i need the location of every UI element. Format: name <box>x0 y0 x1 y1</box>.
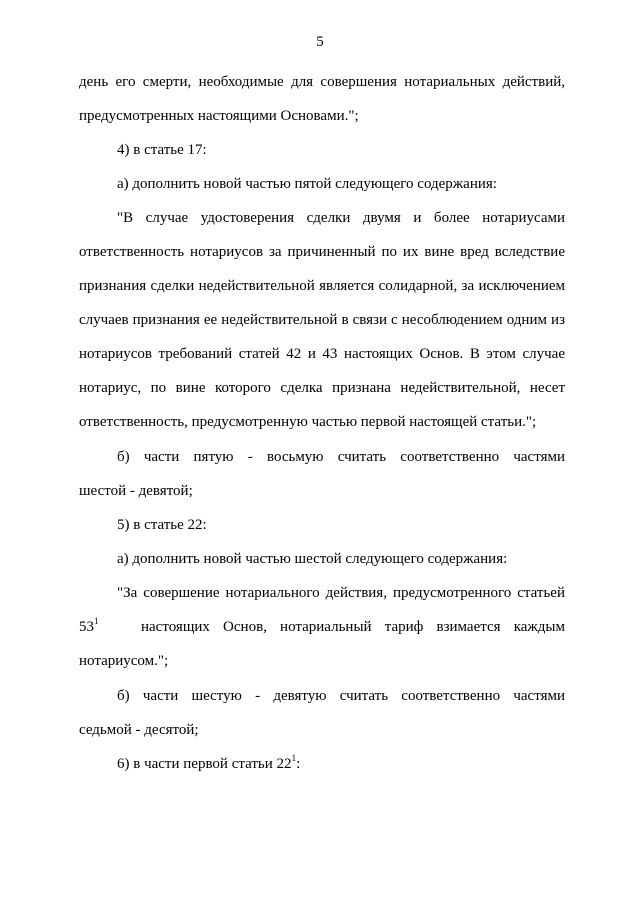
text-line: нотариусов требований статей 42 и 43 настоящих Основ. В этом случае <box>79 346 565 362</box>
article-number-sup: 1 <box>94 616 99 626</box>
text-line: ответственность, предусмотренную частью первой настоящей статьи."; <box>79 414 537 430</box>
text-line: б) части шестую - девятую считать соответственно частями <box>117 688 565 704</box>
text-line <box>117 755 565 773</box>
text-line-main: 6) в части первой статьи 22 <box>117 756 292 772</box>
text-line: предусмотренных настоящими Основами."; <box>79 108 359 124</box>
text-line: случаев признания ее недействительной в связи с несоблюдением одним из <box>79 312 565 328</box>
text-line: признания сделки недействительной является солидарной, за исключением <box>79 278 565 294</box>
text-line: шестой - девятой; <box>79 483 193 499</box>
text-line: а) дополнить новой частью пятой следующего содержания: <box>117 176 497 192</box>
article-number-sup: 1 <box>291 753 297 763</box>
text-line: день его смерти, необходимые для совершения нотариальных действий, <box>79 74 565 90</box>
article-number-base: 53 <box>79 619 94 635</box>
article-number <box>79 618 99 636</box>
text-line: б) части пятую - восьмую считать соответственно частями <box>117 449 565 465</box>
text-line: а) дополнить новой частью шестой следующего содержания: <box>117 551 508 567</box>
text-line: 4) в статье 17: <box>117 142 207 158</box>
text-line: нотариус, по вине которого сделка признана недействительной, несет <box>79 380 565 396</box>
text-line-rest: настоящих Основ, нотариальный тариф взимается каждым <box>141 619 565 635</box>
text-line-tail: : <box>296 756 301 772</box>
text-line: "За совершение нотариального действия, предусмотренного статьей <box>117 585 565 601</box>
text-line: ответственность нотариусов за причиненный по их вине вред вследствие <box>79 244 565 260</box>
text-line: нотариусом."; <box>79 653 169 669</box>
text-line: 5) в статье 22: <box>117 517 207 533</box>
text-line <box>79 618 565 636</box>
text-line: седьмой - десятой; <box>79 722 199 738</box>
text-line: "В случае удостоверения сделки двумя и более нотариусами <box>117 210 565 226</box>
page-number: 5 <box>316 34 324 50</box>
